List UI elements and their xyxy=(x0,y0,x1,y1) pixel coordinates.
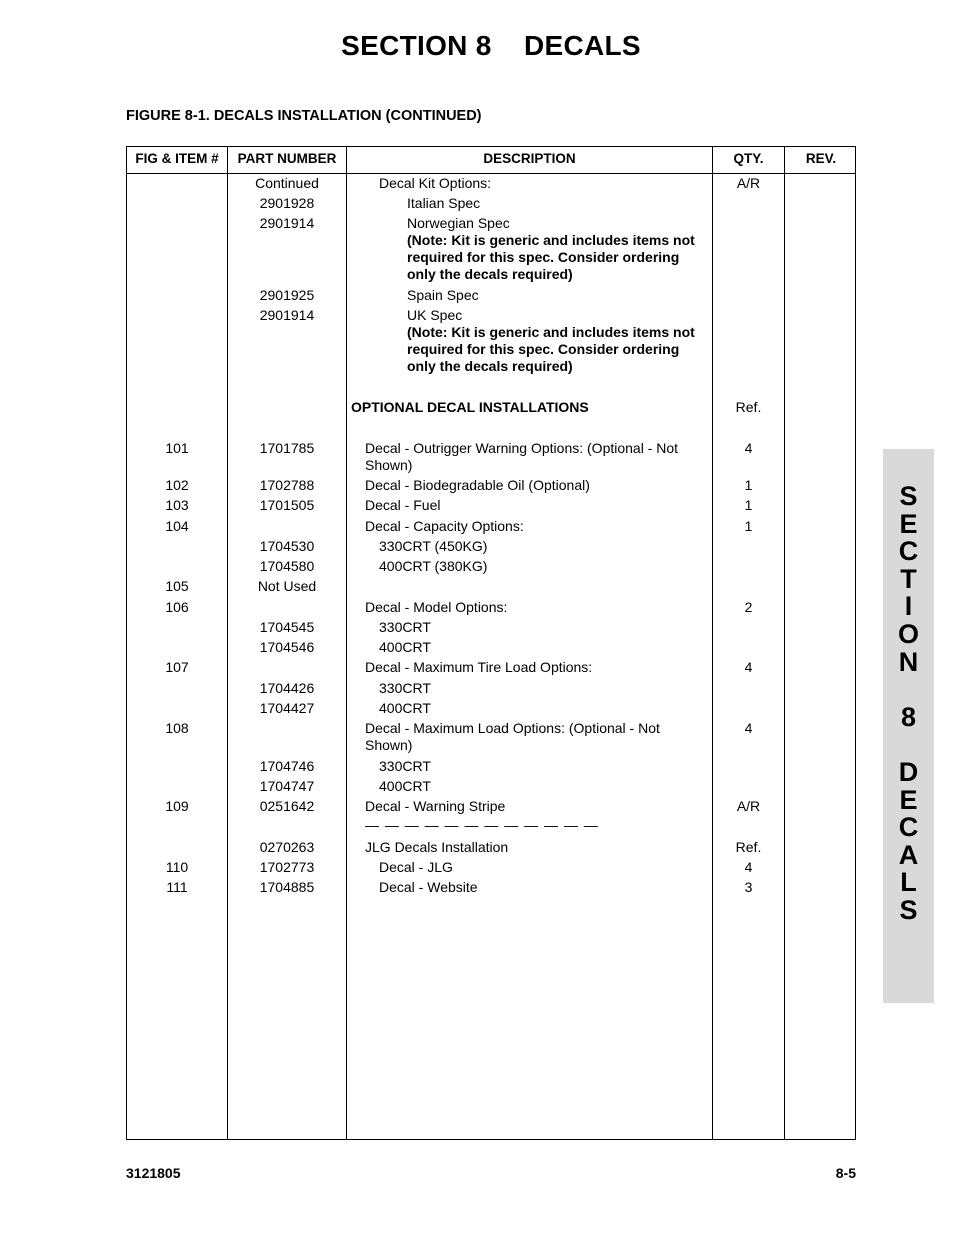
fig-item-number: 101 xyxy=(165,440,189,456)
part-number: 2901914 xyxy=(259,307,315,323)
description: JLG Decals Installation xyxy=(365,839,509,855)
description: Decal - JLG xyxy=(379,859,453,875)
dash-separator: — — — — — — — — — — — — xyxy=(365,817,599,833)
description: Decal - Outrigger Warning Options: (Optional - Not Shown) xyxy=(365,440,679,473)
quantity: 1 xyxy=(744,518,753,534)
description: Italian Spec xyxy=(407,195,481,211)
description: Decal - Capacity Options: xyxy=(365,518,524,534)
part-number: Not Used xyxy=(257,578,317,594)
quantity: Ref. xyxy=(735,839,762,855)
description: Decal - Warning Stripe xyxy=(365,798,506,814)
section-title: SECTION 8 DECALS xyxy=(341,30,641,61)
part-number: 1701505 xyxy=(259,497,315,513)
part-number: Continued xyxy=(255,175,319,191)
part-number: 1704546 xyxy=(259,639,315,655)
description: Decal - Website xyxy=(379,879,478,895)
description: 330CRT xyxy=(379,680,431,696)
fig-item-number: 107 xyxy=(165,659,189,675)
quantity: Ref. xyxy=(735,399,762,415)
quantity: 1 xyxy=(744,497,753,513)
description: 330CRT xyxy=(379,758,431,774)
column-header-rev: REV. xyxy=(805,151,837,166)
part-number: 2901914 xyxy=(259,215,315,231)
part-number: 1702773 xyxy=(259,859,315,875)
part-number: 1702788 xyxy=(259,477,315,493)
decals-table xyxy=(126,146,856,1140)
fig-item-number: 102 xyxy=(165,477,189,493)
subsection-heading: OPTIONAL DECAL INSTALLATIONS xyxy=(351,399,589,415)
part-number: 1704885 xyxy=(259,879,315,895)
quantity: 4 xyxy=(744,659,753,675)
fig-item-number: 110 xyxy=(165,859,189,875)
figure-title: FIGURE 8-1. DECALS INSTALLATION (CONTINUED) xyxy=(126,108,482,124)
part-number: 1704426 xyxy=(259,680,315,696)
column-header-part-number: PART NUMBER xyxy=(237,151,337,166)
description: Decal - Maximum Tire Load Options: xyxy=(365,659,593,675)
side-tab-label: S E C T I O N 8 D E C A L S xyxy=(897,481,919,925)
part-number: 0270263 xyxy=(259,839,315,855)
fig-item-number: 108 xyxy=(165,720,189,736)
fig-item-number: 106 xyxy=(165,599,189,615)
quantity: 3 xyxy=(744,879,753,895)
part-number: 2901928 xyxy=(259,195,315,211)
fig-item-number: 105 xyxy=(165,578,189,594)
quantity: 4 xyxy=(744,720,753,736)
fig-item-number: 111 xyxy=(166,879,188,895)
column-header-fig-item: FIG & ITEM # xyxy=(135,151,219,166)
description: 400CRT xyxy=(379,639,431,655)
description: Decal - Biodegradable Oil (Optional) xyxy=(365,477,590,493)
description: 400CRT (380KG) xyxy=(379,558,488,574)
page-number: 8-5 xyxy=(835,1165,856,1181)
quantity: 4 xyxy=(744,859,753,875)
header-divider xyxy=(127,173,855,174)
note-text: (Note: Kit is generic and includes items not required for this spec. Consider ordering only the decals required) xyxy=(407,232,695,282)
part-number: 2901925 xyxy=(259,287,315,303)
quantity: 1 xyxy=(744,477,753,493)
quantity: 4 xyxy=(744,440,753,456)
description: Spain Spec xyxy=(407,287,479,303)
part-number: 1704530 xyxy=(259,538,315,554)
document-number: 3121805 xyxy=(126,1165,181,1181)
part-number: 1701785 xyxy=(259,440,315,456)
description: Decal - Fuel xyxy=(365,497,441,513)
description: Decal Kit Options: xyxy=(379,175,492,191)
description: Norwegian Spec xyxy=(407,215,510,231)
description: 330CRT xyxy=(379,619,431,635)
part-number: 0251642 xyxy=(259,798,315,814)
description: 330CRT (450KG) xyxy=(379,538,488,554)
fig-item-number: 103 xyxy=(165,497,189,513)
part-number: 1704545 xyxy=(259,619,315,635)
quantity: 2 xyxy=(744,599,753,615)
part-number: 1704580 xyxy=(259,558,315,574)
quantity: A/R xyxy=(736,175,761,191)
fig-item-number: 109 xyxy=(165,798,189,814)
fig-item-number: 104 xyxy=(165,518,189,534)
description: 400CRT xyxy=(379,778,431,794)
column-divider xyxy=(784,147,785,1139)
part-number: 1704427 xyxy=(259,700,315,716)
column-header-qty: QTY. xyxy=(733,151,764,166)
description: UK Spec xyxy=(407,307,463,323)
description: Decal - Model Options: xyxy=(365,599,508,615)
section-side-tab xyxy=(883,449,934,1003)
part-number: 1704746 xyxy=(259,758,315,774)
description: Decal - Maximum Load Options: (Optional - Not Shown) xyxy=(365,720,660,753)
description: 400CRT xyxy=(379,700,431,716)
column-divider xyxy=(346,147,347,1139)
quantity: A/R xyxy=(736,798,761,814)
note-text: (Note: Kit is generic and includes items not required for this spec. Consider ordering only the decals required) xyxy=(407,324,695,374)
part-number: 1704747 xyxy=(259,778,315,794)
column-header-description: DESCRIPTION xyxy=(483,151,576,166)
